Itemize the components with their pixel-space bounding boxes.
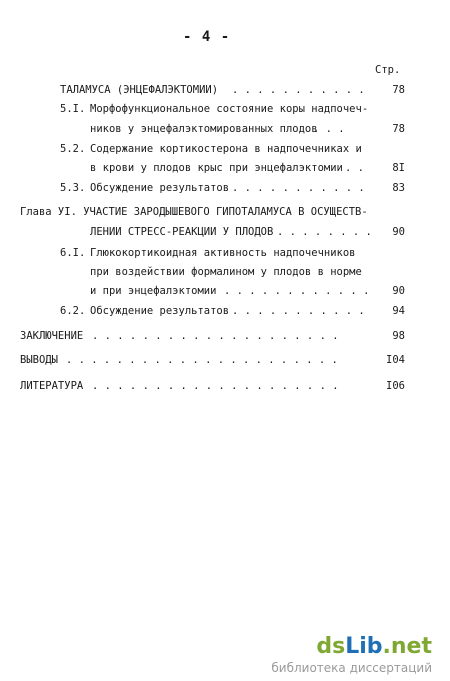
toc-section-number: 6.2. [60, 305, 86, 317]
watermark-subtitle: библиотека диссертаций [271, 661, 432, 675]
toc-leader-dots: . . . . . . . . . . . . . . . . . . . . [92, 330, 339, 342]
toc-page-number: I06 [386, 380, 405, 392]
toc-entry-title: ВЫВОДЫ [20, 354, 58, 366]
toc-page-number: 83 [392, 182, 405, 194]
toc-page-number: 90 [392, 285, 405, 297]
toc-page-number: I04 [386, 354, 405, 366]
toc-page-number: 78 [392, 84, 405, 96]
watermark-logo: dsLib.net [316, 634, 432, 659]
toc-section-number: 6.I. [60, 247, 86, 259]
toc-leader-dots: . . . . . . . . . . . [232, 182, 365, 194]
toc-section-number: 5.3. [60, 182, 86, 194]
toc-page-number: 98 [392, 330, 405, 342]
toc-page-number: 94 [392, 305, 405, 317]
toc-entry-title: в крови у плодов крыс при энцефалэктомии [90, 162, 343, 174]
toc-entry-title: Содержание кортикостерона в надпочечниках и [90, 143, 362, 155]
toc-entry-title: Обсуждение результатов [90, 182, 230, 194]
toc-leader-dots: . . . . . . . . . . . . . . . . . . . . [92, 380, 339, 392]
toc-entry-title: и при энцефалэктомии [90, 285, 217, 297]
page-number: - 4 - [183, 29, 231, 45]
toc-entry-title: Обсуждение результатов [90, 305, 230, 317]
toc-leader-dots: . . . . . . . . . . . . [224, 285, 370, 297]
toc-entry-title: ТАЛАМУСА (ЭНЦЕФАЛЭКТОМИИ) [60, 84, 219, 96]
toc-leader-dots: . . . . . . . . . . . . . . . . . . . . . . [66, 354, 338, 366]
toc-leader-dots: . . . . . . . . . . . [232, 84, 365, 96]
toc-chapter-title: ЛЕНИИ СТРЕСС-РЕАКЦИИ У ПЛОДОВ [90, 226, 274, 238]
toc-leader-dots: . . . . . . . . . . . [232, 305, 365, 317]
toc-page-number: 78 [392, 123, 405, 135]
toc-section-number: 5.2. [60, 143, 86, 155]
page-column-header: Стр. [375, 64, 401, 76]
toc-section-number: 5.I. [60, 103, 86, 115]
toc-entry-title: ЗАКЛЮЧЕНИЕ [20, 330, 84, 342]
toc-entry-title: ЛИТЕРАТУРА [20, 380, 84, 392]
toc-chapter-title: Глава УI. УЧАСТИЕ ЗАРОДЫШЕВОГО ГИПОТАЛАМУСА В ОСУЩЕСТВ- [20, 206, 368, 218]
toc-entry-title: Морфофункциональное состояние коры надпочеч- [90, 103, 369, 115]
toc-leader-dots: . . . . . . . . [277, 226, 372, 238]
toc-page-number: 90 [392, 226, 405, 238]
toc-entry-title: ников у энцефалэктомированных плодов [90, 123, 318, 135]
toc-entry-title: при воздействии формалином у плодов в норме [90, 266, 362, 278]
toc-page-number: 8I [392, 162, 405, 174]
toc-leader-dots: . . . [313, 123, 345, 135]
toc-leader-dots: . . [345, 162, 364, 174]
toc-entry-title: Глюкокортикоидная активность надпочечников [90, 247, 356, 259]
